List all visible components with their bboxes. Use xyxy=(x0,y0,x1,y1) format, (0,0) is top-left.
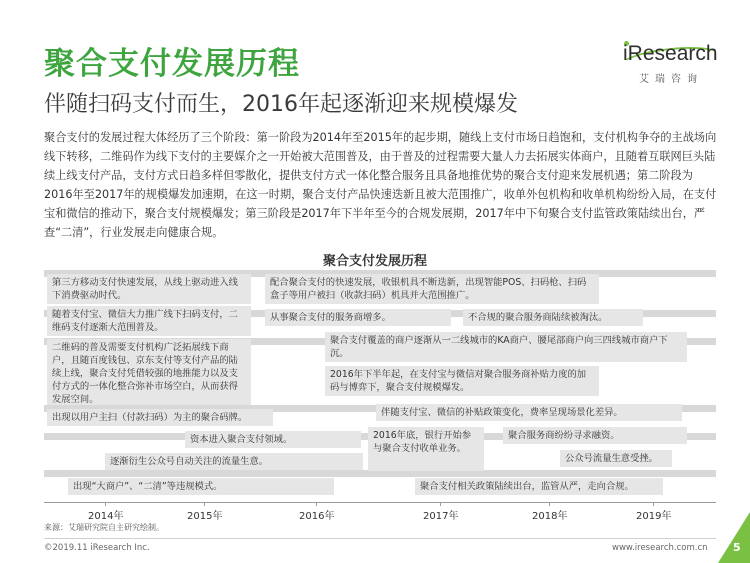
page-subtitle: 伴随扫码支付而生，2016年起逐渐迎来规模爆发 xyxy=(44,92,518,117)
event-box: 聚合支付覆盖的商户逐渐从一二线城市的KA商户、腰尾部商户向三四线城市商户下沉。 xyxy=(325,332,687,362)
corner-triangle xyxy=(718,512,750,563)
event-box: 2016年底，银行开始参与聚合支付收单业务。 xyxy=(368,427,484,471)
event-box: 配合聚合支付的快速发展，收银机具不断迭新，出现智能POS、扫码枪、扫码盒子等用户被扫（收款扫码）机具并大范围推广。 xyxy=(265,274,599,304)
axis-tick xyxy=(549,502,550,506)
event-box: 聚合服务商纷纷寻求融资。 xyxy=(503,427,687,444)
axis-tick xyxy=(316,502,317,506)
event-box: 出现以用户主扫（付款扫码）为主的聚合码牌。 xyxy=(47,409,273,426)
year-label: 2017年 xyxy=(423,511,459,522)
timeline-axis xyxy=(44,502,716,503)
timeline-band xyxy=(44,470,716,477)
source-note: 来源：艾瑞研究院自主研究绘制。 xyxy=(44,523,164,532)
year-label: 2015年 xyxy=(187,511,223,522)
year-label: 2018年 xyxy=(532,511,568,522)
event-box: 伴随支付宝、微信的补贴政策变化，费率呈现场景化差异。 xyxy=(376,404,682,421)
event-box: 公众号流量生意受挫。 xyxy=(560,450,672,467)
event-box: 资本进入聚合支付领域。 xyxy=(185,431,361,448)
page-title: 聚合支付发展历程 xyxy=(44,46,300,82)
event-box: 出现“大商户”、“二清”等违规模式。 xyxy=(68,478,334,495)
event-box: 二维码的普及需要支付机构广泛拓展线下商户，且随百度钱包、京东支付等支付产品的陆续上线，聚合支付凭借较强的地推能力以及支付方式的一体化整合弥补市场空白，从而获得发展空间。 xyxy=(47,339,251,405)
event-box: 从事聚合支付的服务商增多。 xyxy=(265,309,451,326)
year-label: 2016年 xyxy=(299,511,335,522)
event-box: 2016年下半年起，在支付宝与微信对聚合服务商补贴力度的加码与博弈下，聚合支付规模爆发。 xyxy=(325,366,599,396)
chart-title: 聚合支付发展历程 xyxy=(322,254,427,269)
footer-divider xyxy=(44,538,716,539)
event-box: 第三方移动支付快速发展，从线上驱动进入线下消费驱动时代。 xyxy=(47,274,251,304)
logo-brand: iResearch xyxy=(623,42,718,65)
website-url: www.iresearch.com.cn xyxy=(612,543,708,553)
axis-tick xyxy=(105,502,106,506)
event-box: 逐渐衍生公众号自动关注的流量生意。 xyxy=(105,453,363,470)
event-box: 聚合支付相关政策陆续出台，监管从严，走向合规。 xyxy=(415,478,663,495)
page-number: 5 xyxy=(733,541,741,554)
axis-tick xyxy=(440,502,441,506)
event-box: 不合规的聚合服务商陆续被淘汰。 xyxy=(463,309,643,326)
event-box: 随着支付宝、微信大力推广线下扫码支付，二维码支付逐渐大范围普及。 xyxy=(47,306,251,336)
axis-tick xyxy=(204,502,205,506)
year-label: 2019年 xyxy=(636,511,672,522)
logo-sub: 艾瑞咨询 xyxy=(639,74,703,85)
axis-tick xyxy=(653,502,654,506)
year-label: 2014年 xyxy=(88,511,124,522)
iresearch-logo xyxy=(617,36,727,88)
copyright: ©2019.11 iResearch Inc. xyxy=(44,543,150,553)
intro-paragraph: 聚合支付的发展过程大体经历了三个阶段：第一阶段为2014年至2015年的起步期，随线上支付市场日趋饱和，支付机构争夺的主战场向线下转移，二维码作为线下支付的主要媒介之一开始被大范围普及，由于普及的过程需要大量人力去拓展实体商户，且随着互联网巨头陆续上线支付产品，支付方式日趋多样但零散化，提供支付方式一体化整合服务且具备地推优势的聚合支付迎来发展机遇；第二阶段为2016年至2017年的规模爆发加速期，在这一时期，聚合支付产品快速迭新且被大范围推广，收单外包机构和收单机构纷纷入局，在支付宝和微信的推动下，聚合支付规模爆发；第三阶段是2017年下半年至今的合规发展期，2017年中下旬聚合支付监管政策陆续出台，严查“二清”，行业发展走向健康合规。 xyxy=(44,131,717,239)
